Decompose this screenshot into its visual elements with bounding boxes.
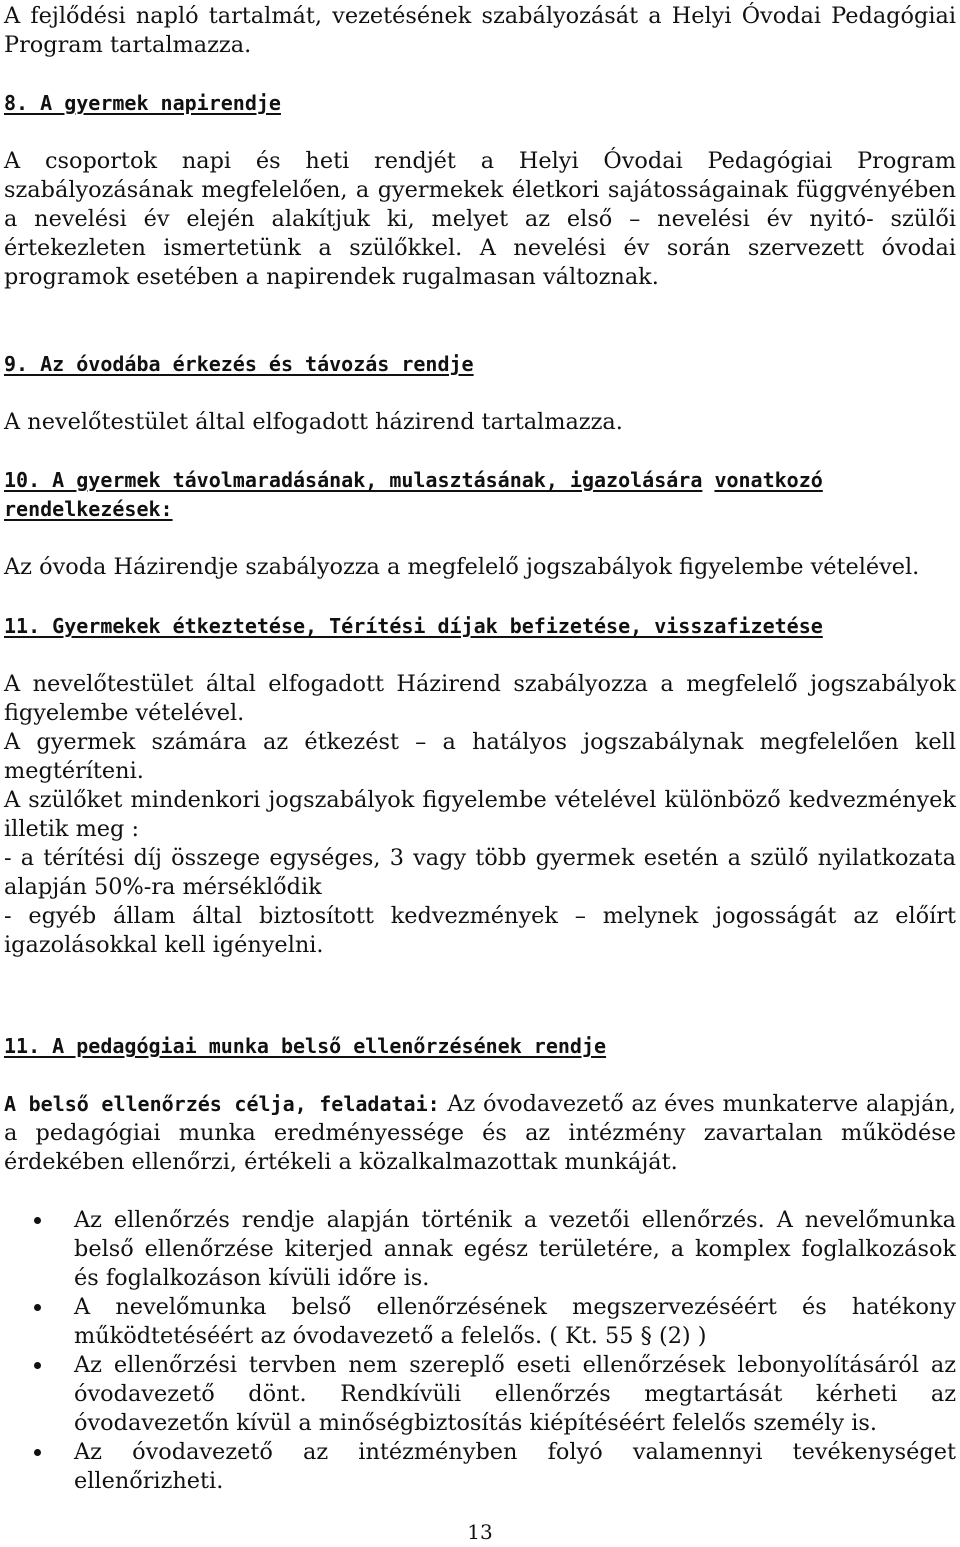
list-item (4, 1438, 956, 1496)
intro-block (4, 2, 956, 60)
section-11-control (4, 1032, 956, 1496)
list-item (4, 1293, 956, 1351)
section-9 (4, 350, 956, 437)
feeding-paragraph-4: - a térítési díj összege egységes, 3 vagy több gyermek esetén a szülő nyilatkozata alapján 50%-ra mérséklődik (4, 845, 956, 900)
feeding-paragraph-5: - egyéb állam által biztosított kedvezmények – melynek jogosságát az előírt igazolásokkal kell igényelni. (4, 903, 956, 958)
section-8 (4, 89, 956, 292)
bullet-icon (34, 1449, 41, 1456)
section-9-paragraph: A nevelőtestület által elfogadott házirend tartalmazza. (4, 409, 623, 435)
section-11-feeding-heading (4, 612, 956, 641)
feeding-paragraph-1: A nevelőtestület által elfogadott Házirend szabályozza a megfelelő jogszabályok figyelembe vételével. (4, 671, 956, 726)
feeding-paragraph-2: A gyermek számára az étkezést – a hatályos jogszabálynak megfelelően kell megtéríteni. (4, 729, 956, 784)
list-item-text: Az ellenőrzési tervben nem szereplő eseti ellenőrzések lebonyolításáról az óvodavezető dönt. Rendkívüli ellenőrzés megtartását kérheti az óvodavezetőn kívül a minőségbiztosítás kiépítéséért felelős személy is. (74, 1352, 956, 1436)
list-item-text: A nevelőmunka belső ellenőrzésének megszervezéséért és hatékony működtetéséért az óvodavezető a felelős. ( Kt. 55 § (2) ) (74, 1294, 956, 1349)
list-item-text: Az ellenőrzés rendje alapján történik a vezetői ellenőrzés. A nevelőmunka belső ellenőrzése kiterjed annak egész területére, a komplex foglalkozások és foglalkozáson kívüli időre is. (74, 1207, 956, 1291)
page-number: 13 (467, 1520, 493, 1544)
bullet-icon (34, 1304, 41, 1311)
control-intro-text: Az óvodavezető az éves munkaterve alapján, a pedagógiai munka eredményessége és az intézmény zavartalan működése érdekében ellenőrzi, értékeli a közalkalmazottak munkáját. (4, 1091, 956, 1175)
section-11-feeding (4, 612, 956, 960)
feeding-paragraph-3: A szülőket mindenkori jogszabályok figyelembe vételével különböző kedvezmények illetik meg : (4, 787, 956, 842)
control-lead: A belső ellenőrzés célja, feladatai: (4, 1092, 440, 1116)
section-8-title: 8. A gyermek napirendje (4, 91, 281, 115)
section-10-heading (4, 466, 956, 524)
section-9-heading (4, 350, 956, 379)
bullet-icon (34, 1362, 41, 1369)
list-item (4, 1351, 956, 1438)
bullet-icon (34, 1217, 41, 1224)
section-11-feeding-title: 11. Gyermekek étkeztetése, Térítési díjak befizetése, visszafizetése (4, 614, 823, 638)
section-10 (4, 466, 956, 582)
section-10-title-b: vonatkozó rendelkezések: (4, 468, 823, 521)
section-11-control-title: 11. A pedagógiai munka belső ellenőrzésének rendje (4, 1034, 607, 1058)
list-item-text: Az óvodavezető az intézményben folyó valamennyi tevékenységet ellenőrizheti. (74, 1439, 956, 1494)
section-10-paragraph: Az óvoda Házirendje szabályozza a megfelelő jogszabályok figyelembe vételével. (4, 554, 920, 580)
intro-paragraph: A fejlődési napló tartalmát, vezetésének szabályozását a Helyi Óvodai Pedagógiai Program tartalmazza. (4, 3, 956, 58)
section-11-control-heading (4, 1032, 956, 1061)
section-8-heading (4, 89, 956, 118)
control-bullet-list (4, 1206, 956, 1496)
section-8-paragraph: A csoportok napi és heti rendjét a Helyi Óvodai Pedagógiai Program szabályozásának megfelelően, a gyermekek életkori sajátosságainak függvényében a nevelési év elején alakítjuk ki, melyet az első – nevelési év nyitó- szülői értekezleten ismertetünk a szülőkkel. A nevelési év során szervezett óvodai programok esetében a napirendek rugalmasan változnak. (4, 148, 956, 290)
control-intro-paragraph (4, 1090, 956, 1177)
section-10-title-a: 10. A gyermek távolmaradásának, mulasztásának, igazolására (4, 468, 703, 492)
list-item (4, 1206, 956, 1293)
section-9-title: 9. Az óvodába érkezés és távozás rendje (4, 352, 474, 376)
